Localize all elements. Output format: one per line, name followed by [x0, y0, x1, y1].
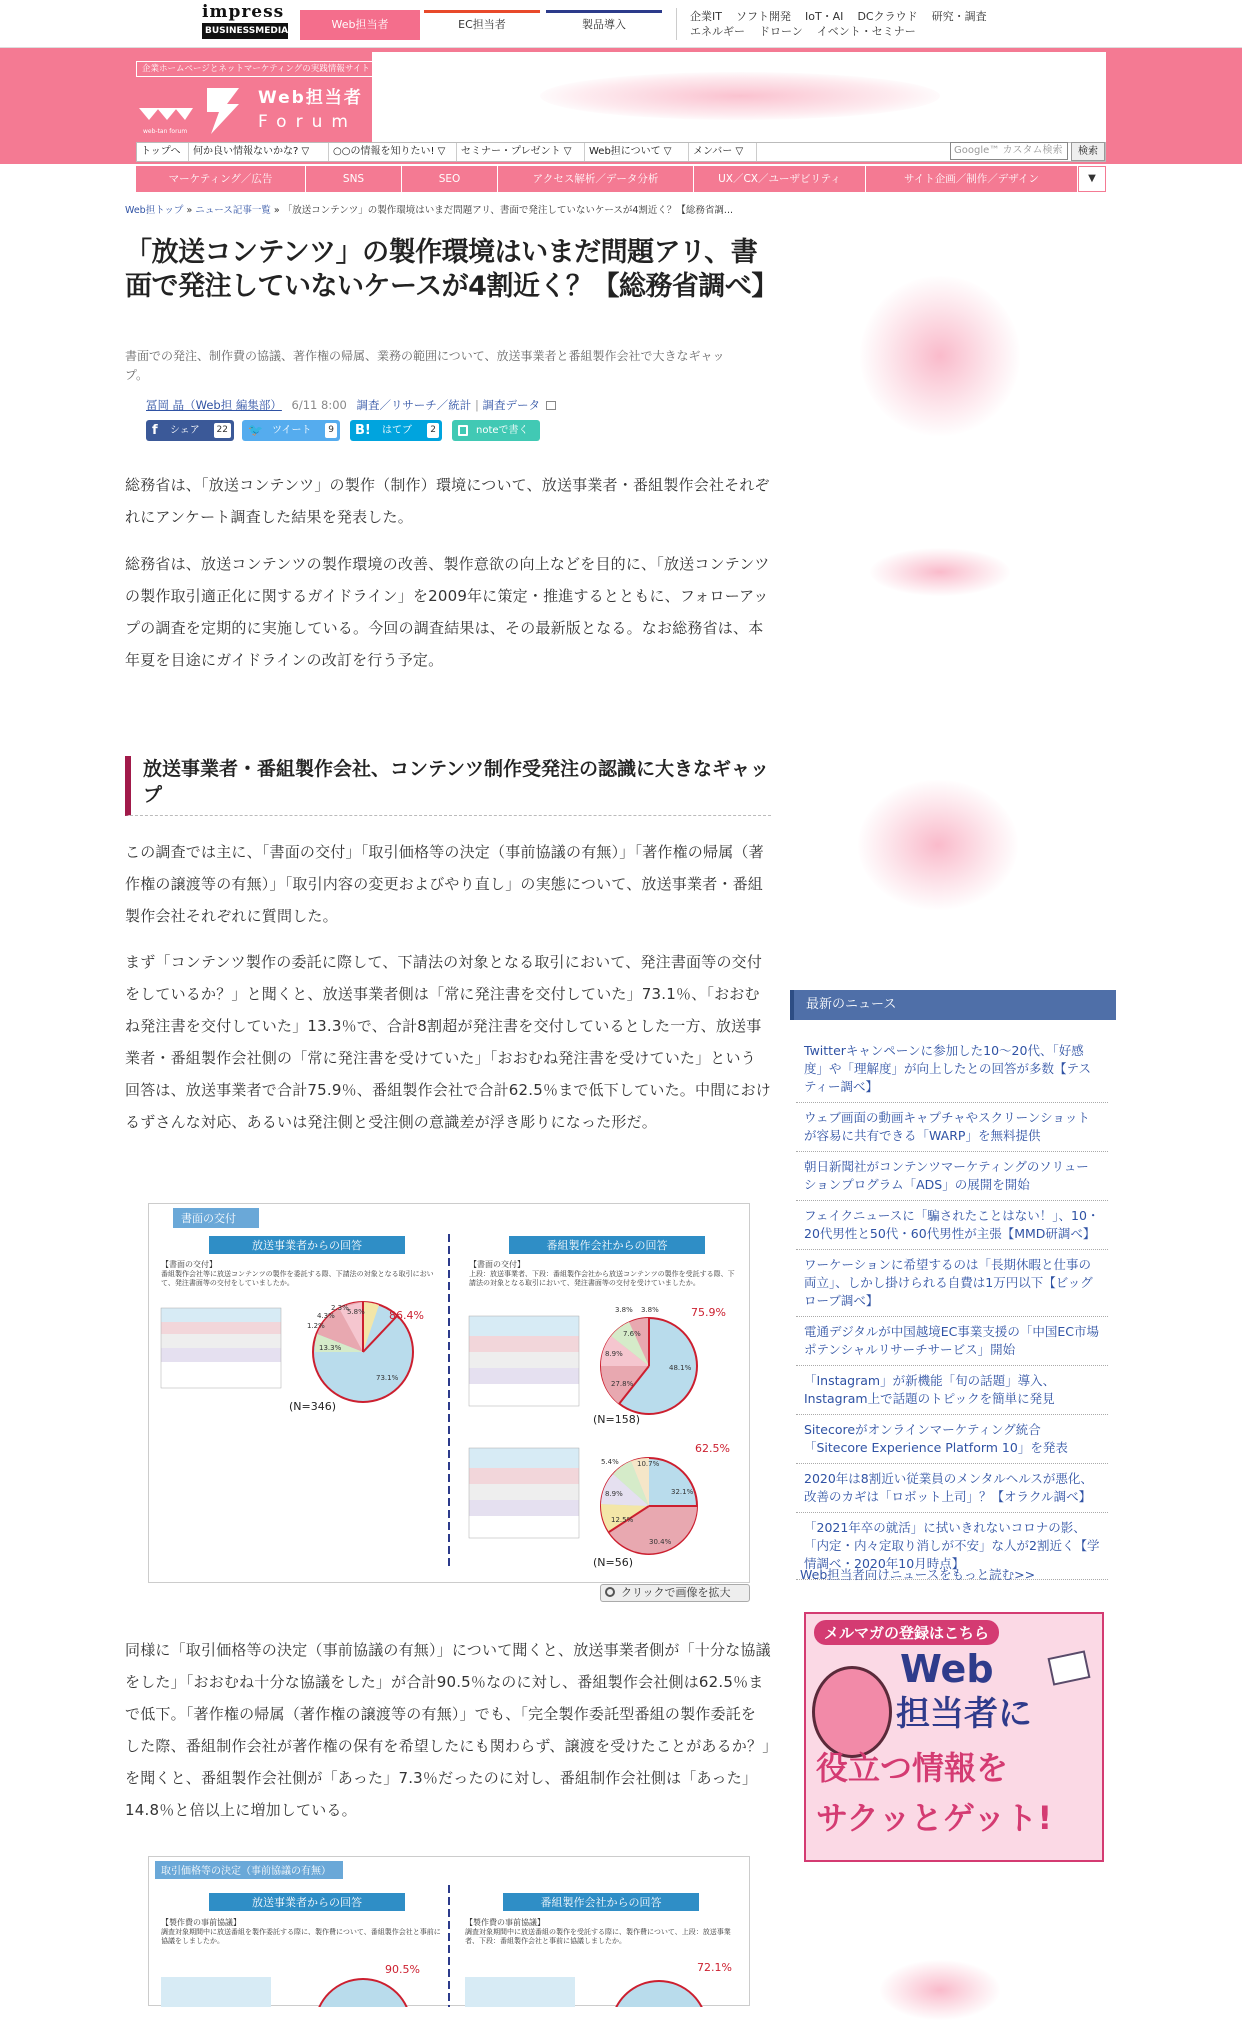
cat-sns[interactable]: SNS — [306, 166, 402, 192]
ad-placeholder[interactable] — [858, 780, 1018, 910]
more-news-link[interactable]: Web担当者向けニュースをもっと読む>> — [800, 1567, 1036, 1582]
figure-right-desc: 調査対象期間中に放送番組の製作を受託する際に、製作費について、上段：放送事業者、下段：番組製作会社と事前に協議しましたか。 — [465, 1928, 731, 1945]
paragraph: まず「コンテンツ製作の委託に際して、下請法の対象となる取引において、発注書面等の交付をしているか？」と聞くと、放送事業者側は「常に発注書を交付していた」73.1％、「おおむね発注書を交付していた」13.3％で、合計8割超が発注書を交付しているとした一方、放送事業者・番組製作会社側の「常に発注書を受けていた」「おおむね発注書を受けていた」という回答は、放送事業者で合計75.9％、番組製作会社で合計62.5％まで低下していた。中間におけるずさんな対応、あるいは発注側と受注側の意識差が浮き彫りになった形だ。 — [125, 953, 772, 1131]
twitter-icon: 🐦 — [248, 423, 263, 437]
news-item[interactable]: 2020年は8割近い従業員のメンタルヘルスが悪化、改善のカギは「ロボット上司」？【オラクル調べ】 — [796, 1464, 1108, 1513]
breadcrumb-sep: » — [183, 205, 196, 216]
pie-total-right-top: 75.9% — [691, 1306, 726, 1319]
paragraph: 総務省は、「放送コンテンツ」の製作（制作）環境について、放送事業者・番組製作会社それぞれにアンケート調査した結果を発表した。 — [125, 476, 770, 526]
hatena-count: 2 — [427, 423, 439, 438]
figure-tag: 取引価格等の決定（事前協議の有無） — [161, 1866, 331, 1877]
ad-placeholder[interactable] — [870, 548, 1010, 596]
pie-slice-label: 3.8% — [641, 1306, 659, 1314]
figure-left-title: 【製作費の事前協議】 — [161, 1918, 241, 1927]
figure-left-desc: 番組製作会社等に放送コンテンツの製作を委託する際、下請法の対象となる取引において、発注書面等の交付をしていましたか。 — [161, 1270, 434, 1287]
newsletter-banner[interactable] — [804, 1612, 1104, 1862]
figure-tag: 書面の交付 — [181, 1212, 236, 1225]
nav-seminar[interactable]: セミナー・プレゼント ▽ — [457, 143, 585, 161]
article-meta: 冨岡 晶（Web担 編集部） 6/11 8:00 調査／リサーチ／統計 | 調査データ — [146, 396, 556, 414]
cat-site-design[interactable]: サイト企画／制作／デザイン — [866, 166, 1078, 192]
breadcrumb-news-list[interactable]: ニュース記事一覧 — [195, 205, 271, 216]
news-item[interactable]: 朝日新聞社がコンテンツマーケティングのソリューションプログラム「ADS」の展開を開始 — [796, 1152, 1108, 1201]
pie-slice-label: 5.8% — [347, 1308, 365, 1316]
zoom-label: クリックで画像を拡大 — [621, 1586, 731, 1599]
site-link[interactable]: 研究・調査 — [931, 10, 987, 23]
mascot-bear-icon — [812, 1666, 892, 1758]
banner-line1: Web — [900, 1647, 994, 1691]
note-icon — [458, 425, 468, 436]
hatena-label: はてブ — [382, 425, 412, 436]
pie-slice-label: 48.1% — [669, 1364, 692, 1372]
pie-slice-label: 1.2% — [307, 1322, 325, 1330]
forum-mark-icon — [203, 86, 243, 136]
pie-slice-label: 73.1% — [376, 1374, 399, 1382]
figure-legend-table-right-top — [469, 1316, 579, 1406]
pie-slice-label: 8.9% — [605, 1490, 623, 1498]
figure-right-header: 番組製作会社からの回答 — [546, 1239, 668, 1252]
banner-top-label: メルマガの登録はこちら — [814, 1620, 999, 1645]
figure-right-title: 【書面の交付】 — [469, 1260, 525, 1269]
pie-slice-label: 8.9% — [605, 1350, 623, 1358]
tag-link[interactable]: 調査データ — [482, 398, 540, 412]
zoom-image-button[interactable] — [600, 1584, 750, 1602]
news-item[interactable]: フェイクニュースに「騙されたことはない！」、10・20代男性と50代・60代男性が主張【MMD研調べ】 — [796, 1201, 1108, 1250]
nav-good-info[interactable]: 何か良い情報ないかな? ▽ — [189, 143, 329, 161]
figure-left-header: 放送事業者からの回答 — [252, 1896, 362, 1909]
pie-slice-label: 27.8% — [611, 1380, 634, 1388]
pie-slice-label: 10.7% — [637, 1460, 660, 1468]
cat-seo[interactable]: SEO — [402, 166, 498, 192]
pie-slice-label: 2.3% — [331, 1304, 349, 1312]
impress-wordmark: impress — [202, 2, 285, 22]
figure-right-title: 【製作費の事前協議】 — [465, 1918, 545, 1927]
pie-total-right-bottom: 62.5% — [695, 1442, 730, 1455]
site-link[interactable]: ソフト開発 — [735, 10, 791, 23]
news-item[interactable]: ウェブ画面の動画キャプチャやスクリーンショットが容易に共有できる「WARP」を無料提供 — [796, 1103, 1108, 1152]
pie-slice-label: 3.8% — [615, 1306, 633, 1314]
logo-small-text: web-tan forum — [143, 128, 188, 135]
nav-about[interactable]: Web担について ▽ — [585, 143, 689, 161]
article-lead: 書面での発注、制作費の協議、著作権の帰属、業務の範囲について、放送事業者と番組製作会社で大きなギャップ。 — [125, 349, 725, 382]
cat-ux[interactable]: UX／CX／ユーザビリティ — [694, 166, 866, 192]
hatena-icon: B! — [355, 423, 371, 438]
ad-placeholder[interactable] — [880, 1960, 1000, 2020]
site-link[interactable]: イベント・セミナー — [816, 25, 916, 38]
pie-total-right: 72.1% — [697, 1961, 732, 1974]
pie-chart-left — [289, 1302, 424, 1413]
pie-slice-label: 32.1% — [671, 1488, 694, 1496]
article-title: 「放送コンテンツ」の製作環境はいまだ問題アリ、書面で発注していないケースが4割近く？【総務省調べ】 — [125, 237, 778, 302]
share-label: シェア — [170, 425, 200, 436]
pie-slice-label: 5.4% — [601, 1458, 619, 1466]
site-tagline: 企業ホームページとネットマーケティングの実践情報サイト — [136, 61, 376, 77]
figure-left-title: 【書面の交付】 — [161, 1260, 217, 1269]
divider — [676, 8, 677, 40]
figure-legend-table-left — [161, 1308, 281, 1388]
search-button[interactable]: 検索 — [1071, 142, 1105, 161]
figure-left-header: 放送事業者からの回答 — [252, 1239, 362, 1252]
envelope-icon — [1048, 1650, 1091, 1685]
article-date: 6/11 8:00 — [291, 398, 347, 412]
hatena-button[interactable] — [350, 420, 442, 441]
pie-total-left: 90.5% — [385, 1963, 420, 1976]
nav-top[interactable]: トップへ — [137, 143, 189, 161]
news-item[interactable]: ワーケーションに希望するのは「長期休暇と仕事の両立」、しかし掛けられる自費は1万円以下【ビッグローブ調べ】 — [796, 1250, 1108, 1317]
site-link[interactable]: DCクラウド — [857, 10, 918, 23]
news-item[interactable]: 「2021年卒の就活」に拭いきれないコロナの影、「内定・内々定取り消しが不安」な人が2割近く【学情調べ・2020年10月時点】 — [796, 1513, 1108, 1580]
news-item[interactable]: 「Instagram」が新機能「旬の話題」導入、Instagram上で話題のトピックを簡単に発見 — [796, 1366, 1108, 1415]
category-more-icon[interactable]: ▼ — [1078, 166, 1106, 192]
category-link[interactable]: 調査／リサーチ／統計 — [356, 398, 472, 412]
section-heading-text: 放送事業者・番組製作会社、コンテンツ制作受発注の認識に大きなギャップ — [143, 758, 770, 806]
nav-member[interactable]: メンバー ▽ — [689, 143, 757, 161]
pie-slice-label: 13.3% — [319, 1344, 342, 1352]
figure-right-header: 番組製作会社からの回答 — [540, 1896, 662, 1909]
magnifier-icon — [605, 1587, 615, 1597]
impress-logo[interactable] — [202, 4, 288, 42]
banner-line3: 役立つ情報を — [816, 1749, 1009, 1787]
pie-slice-label: 7.6% — [623, 1330, 641, 1338]
cat-marketing[interactable]: マーケティング／広告 — [136, 166, 306, 192]
tweet-label: ツイート — [272, 425, 312, 436]
breadcrumb-current: 「放送コンテンツ」の製作環境はいまだ問題アリ、書面で発注していないケースが4割近く？【総務省調... — [282, 205, 733, 216]
top-bar — [0, 0, 1242, 48]
note-button[interactable] — [452, 420, 540, 441]
tab-product[interactable]: 製品導入 — [546, 10, 662, 40]
pie-chart-right-bottom — [593, 1442, 730, 1569]
paragraph: 総務省は、放送コンテンツの製作環境の改善、製作意欲の向上などを目的に、「放送コンテンツの製作取引適正化に関するガイドライン」を2009年に策定・推進するとともに、フォローアップの調査を定期的に実施している。今回の調査結果は、その最新版となる。なお総務省は、本年夏を目途にガイドラインの改訂を行う予定。 — [125, 555, 770, 669]
site-link[interactable]: ドローン — [759, 25, 803, 38]
figure-legend-table-right-bottom — [469, 1448, 579, 1538]
news-item[interactable]: Sitecoreがオンラインマーケティング統合「Sitecore Experience Platform 10」を発表 — [796, 1415, 1108, 1464]
pie-chart-right-top — [593, 1306, 726, 1426]
figure1-svg — [149, 1204, 749, 1582]
share-count: 22 — [214, 423, 231, 438]
banner-line2: 担当者に — [896, 1694, 1032, 1734]
sample-size-right-bottom: (N=56) — [593, 1556, 634, 1569]
tab-web-tantousha[interactable]: Web担当者 — [300, 10, 420, 40]
facebook-icon: f — [152, 423, 158, 438]
logo-forum[interactable]: Forum — [258, 112, 357, 132]
news-item[interactable]: Twitterキャンペーンに参加した10～20代、「好感度」や「理解度」が向上したとの回答が多数【テスティー調べ】 — [796, 1036, 1108, 1103]
cat-analytics[interactable]: アクセス解析／データ分析 — [498, 166, 694, 192]
pie-slice-label: 12.5% — [611, 1516, 634, 1524]
site-links — [690, 9, 1001, 39]
breadcrumb-sep: » — [270, 205, 283, 216]
paragraph: 同様に「取引価格等の決定（事前協議の有無）」について聞くと、放送事業者側が「十分な協議をした」「おおむね十分な協議をした」が合計90.5％なのに対し、番組製作会社側は62.5％まで低下。「著作権の帰属（著作権の譲渡等の有無）」でも、「完全製作委託型番組の製作委託をした際、番組制作会社が著作権の保有を希望したにも関わらず、譲渡を受けたことがあるか？」を聞くと、番組製作会社側が「あった」7.3％だったのに対し、番組制作会社側は「あった」14.8％と倍以上に増加している。 — [125, 1641, 771, 1819]
nav-know-info[interactable]: ○○の情報を知りたい! ▽ — [329, 143, 457, 161]
pie-slice-label: 30.4% — [649, 1538, 672, 1546]
note-label: noteで書く — [476, 425, 529, 436]
section-heading — [125, 756, 771, 816]
figure-document-delivery[interactable] — [148, 1203, 750, 1583]
header-ad-area — [372, 52, 1106, 142]
ad-placeholder[interactable] — [540, 72, 940, 120]
breadcrumb — [125, 202, 733, 216]
web-tan-logo-icon[interactable] — [137, 88, 195, 128]
tag-image-icon — [546, 401, 556, 410]
businessmedia-wordmark: BUSINESSMEDIA — [202, 23, 288, 39]
latest-news-list — [796, 1036, 1108, 1580]
figure2-svg — [149, 1857, 749, 2007]
site-link[interactable]: IoT・AI — [804, 10, 844, 23]
ad-placeholder[interactable] — [860, 276, 1020, 436]
sample-size-right-top: (N=158) — [593, 1413, 641, 1426]
figure-price-negotiation[interactable] — [148, 1856, 750, 2006]
category-nav — [136, 166, 1106, 192]
author-link[interactable]: 冨岡 晶（Web担 編集部） — [146, 398, 282, 412]
pie-slice-label: 4.3% — [317, 1312, 335, 1320]
sample-size-left: (N=346) — [289, 1400, 337, 1413]
tweet-button[interactable] — [242, 420, 340, 441]
search-input[interactable]: Google™ カスタム検索 — [950, 142, 1068, 160]
tab-ec-tantousha[interactable]: EC担当者 — [424, 10, 540, 40]
site-link[interactable]: 企業IT — [690, 10, 722, 23]
figure-left-desc: 調査対象期間中に放送番組を製作委託する際に、製作費について、番組製作会社と事前に協議をしましたか。 — [161, 1928, 441, 1945]
tweet-count: 9 — [325, 423, 337, 438]
latest-news-heading: 最新のニュース — [790, 990, 1116, 1020]
breadcrumb-home[interactable]: Web担トップ — [125, 205, 184, 216]
site-link[interactable]: エネルギー — [690, 25, 745, 38]
banner-line4: サクッとゲット! — [816, 1799, 1053, 1837]
paragraph: この調査では主に、「書面の交付」「取引価格等の決定（事前協議の有無）」「著作権の帰属（著作権の譲渡等の有無）」「取引内容の変更およびやり直し」の実態について、放送事業者・番組製作会社それぞれに質問した。 — [125, 843, 764, 925]
news-item[interactable]: 電通デジタルが中国越境EC事業支援の「中国EC市場 ポテンシャルリサーチサービス」開始 — [796, 1317, 1108, 1366]
figure-right-desc: 上段：放送事業者、下段：番組製作会社から放送コンテンツの製作を受託する際、下請法の対象となる取引において、発注書面等の交付を受けていましたか。 — [469, 1270, 735, 1287]
facebook-share-button[interactable] — [146, 420, 234, 441]
pie-total-left: 86.4% — [389, 1309, 424, 1322]
logo-title[interactable]: Web担当者 — [258, 88, 363, 108]
